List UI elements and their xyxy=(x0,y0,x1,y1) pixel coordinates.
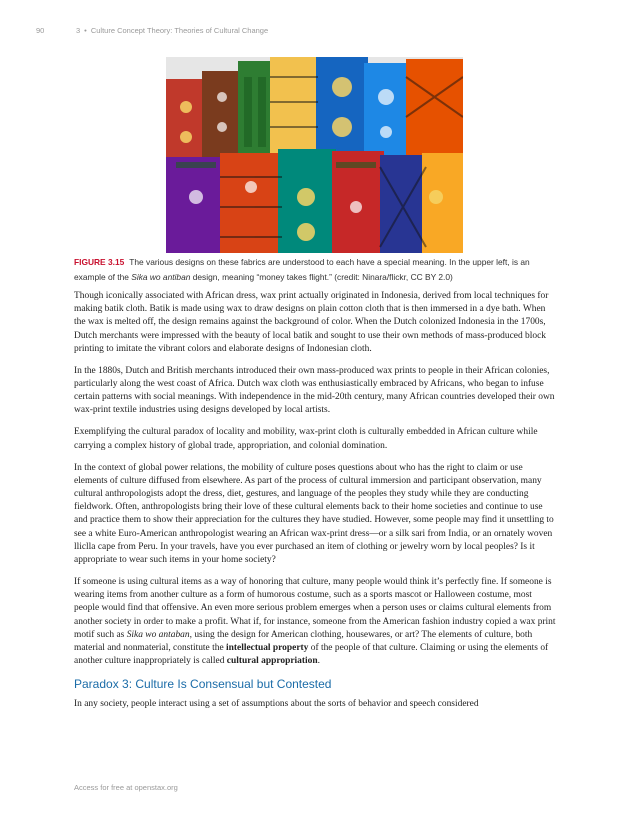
key-term-intellectual-property: intellectual property xyxy=(226,643,309,654)
text-run: , using the design for American clothing, housewares, or art? The elements of culture, both material and nonmaterial, constitute the xyxy=(74,629,533,654)
running-header xyxy=(36,23,594,37)
caption-design-name: Sika wo antiban xyxy=(131,272,191,282)
fabric-photo xyxy=(166,57,463,253)
paragraph: In the context of global power relations, the mobility of culture poses questions about who has the right to claim or use elements of culture diffused from elsewhere. As part of the process of cultural immersion and participant observation, many cultural anthropologists adopt the dress, diet, gestures, and language of the peoples they study while they are conducting fieldwork. Often, anthropologists bring their love of these cultural elements back to their home societies and continue to use and practice them to show their appreciation for the cultures they have studied. However, some people may find it unsettling to see a white Euro-American anthropologist wearing an African wax-print dress—or a silk sari from India, or an ornately woven lliclla cape from Peru. In your travels, have you ever purchased an item of clothing or jewelry worn by local peoples? Is it appropriate to wear such items in your home society? xyxy=(74,462,554,566)
figure-caption xyxy=(74,255,554,285)
caption-text-start: The various designs on these fabrics are understood to each have a special meaning. In the upper left, is an example of the xyxy=(74,257,530,282)
bullet-separator: • xyxy=(84,25,87,35)
paragraph: In the 1880s, Dutch and British merchants introduced their own mass-produced wax prints to people in their African colonies, particularly along the west coast of Africa. Dutch wax cloth was enthusiastically embraced by Africans, who began to infuse certain patterns with social meanings. With independence in the mid-20th century, many African countries developed their own wax-print textile industries using designs developed by local artists. xyxy=(74,365,555,416)
paragraph: In any society, people interact using a set of assumptions about the sorts of behavior and speech considered xyxy=(74,699,479,710)
paragraph-appropriation xyxy=(74,576,558,668)
text-run: If someone is using cultural items as a way of honoring that culture, many people would think it’s perfectly fine. If someone is wearing items from another culture as a form of humorous costume, such as a sports mascot or Halloween costume, most people would find that offensive. An even more serious problem emerges when a person uses or claims cultural elements from another society in order to make a profit. What if, for instance, someone from the American fashion industry copied a wax print motif such as xyxy=(74,577,556,640)
key-term-cultural-appropriation: cultural appropriation xyxy=(226,656,318,667)
caption-text-end: design, meaning “money takes flight.” (credit: Ninara/flickr, CC BY 2.0) xyxy=(190,272,453,282)
footer-link-text: Access for free at openstax.org xyxy=(74,783,178,792)
body-text xyxy=(74,290,558,720)
section-heading: Paradox 3: Culture Is Consensual but Contested xyxy=(74,677,332,692)
figure-label: FIGURE 3.15 xyxy=(74,257,125,267)
text-run: of the people of that culture. Claiming or using the elements of another culture inappropriately is called xyxy=(74,643,549,667)
page-number: 90 xyxy=(36,25,45,35)
paragraph: Though iconically associated with African dress, wax print actually originated in Indonesia, derived from local techniques for making batik cloth. Batik is made using wax to draw designs on plain cotton cloth that is then immersed in a dye bath. When the wax is melted off, the design remains against the background of color. When the Dutch colonized Indonesia in the 1700s, Dutch merchants were impressed with the beauty of local batik and sought to use their own methods of mass-produced block printing to imitate the vibrant colors and elaborate designs of Indonesian cloth. xyxy=(74,291,549,354)
text-run: . xyxy=(317,656,320,667)
chapter-title: Culture Concept Theory: Theories of Cultural Change xyxy=(90,25,269,35)
chapter-number: 3 xyxy=(76,25,81,35)
design-name: Sika wo antaban xyxy=(126,629,190,640)
paragraph: Exemplifying the cultural paradox of locality and mobility, wax-print cloth is culturally embedded in African culture while carrying a complex history of global trade, appropriation, and colonial domination. xyxy=(74,427,538,451)
